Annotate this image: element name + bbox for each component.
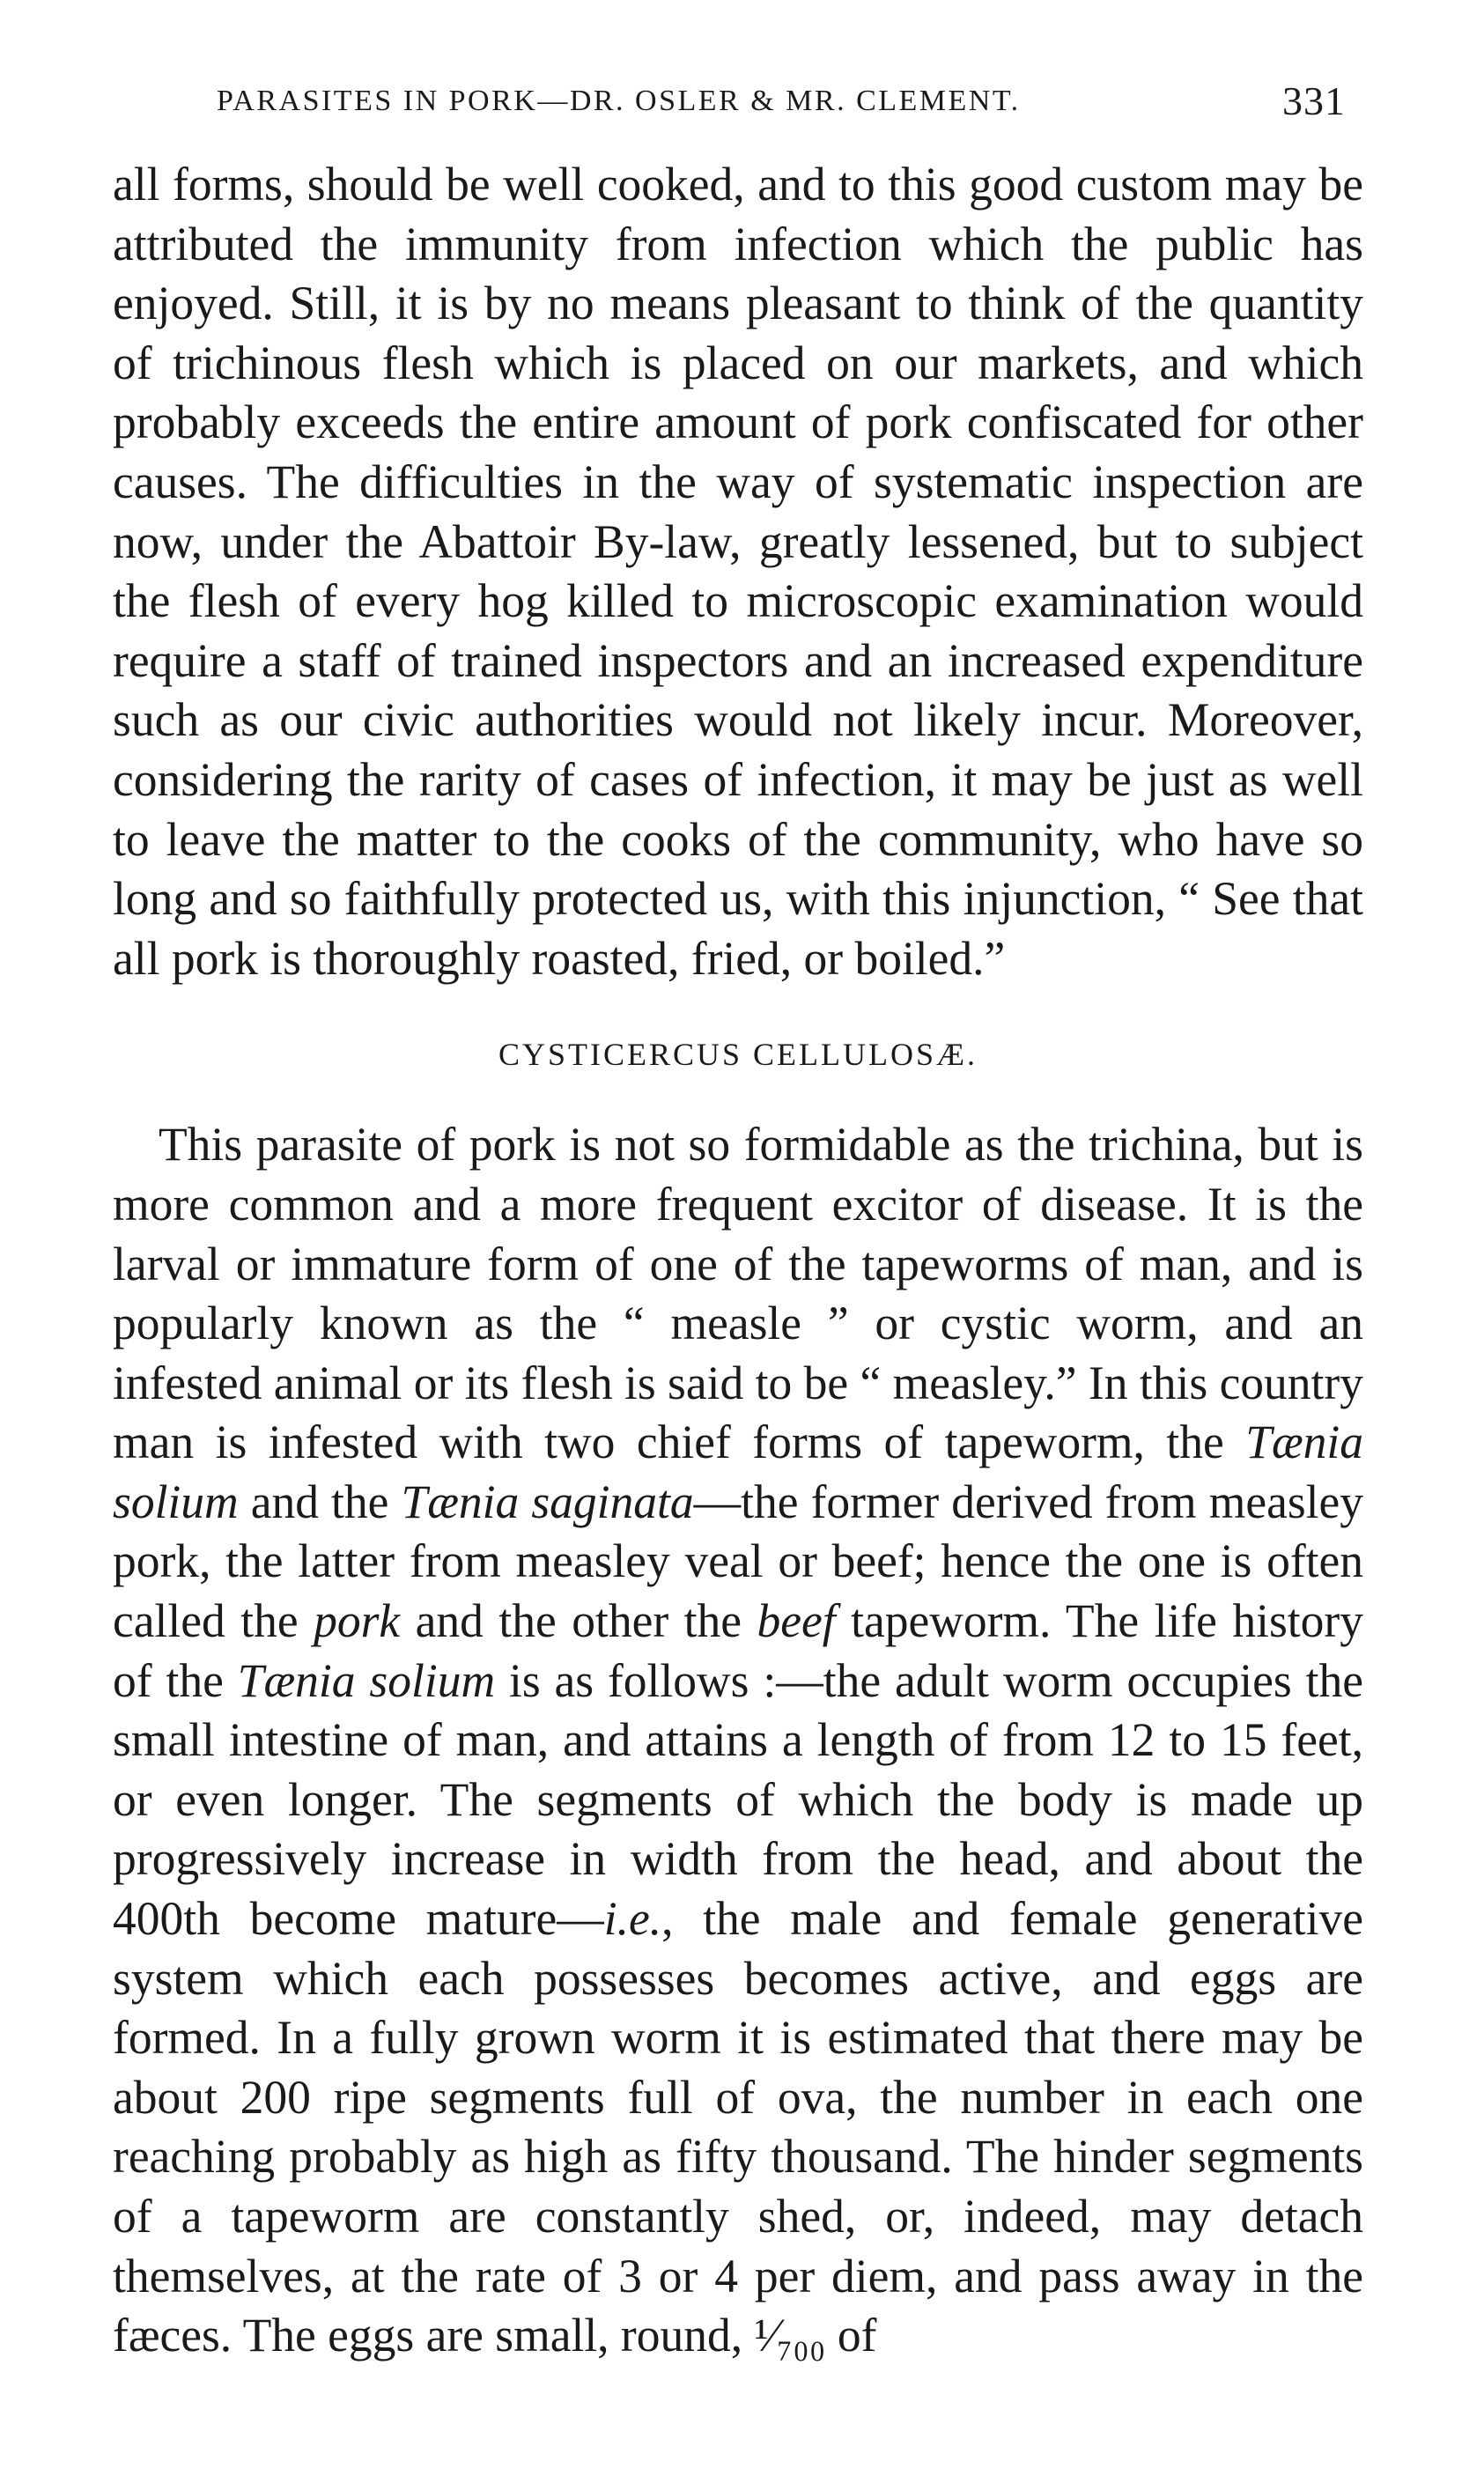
book-page (113, 72, 1363, 2366)
text-run: and the (238, 1475, 402, 1528)
paragraph-cysticercus (113, 1115, 1363, 2365)
running-header (113, 72, 1363, 134)
italic-term: Tænia solium (237, 1653, 496, 1707)
text-run: , the male and female generative system which each possesses becomes active, and eggs are formed. In a fully grown worm it is estimated that there may be about 200 ripe segments full of ova, the number in each one reaching probably as high as fifty thousand. The hinder segments of a tapeworm are constantly shed, or, indeed, may detach themselves, at the rate of 3 or 4 per diem, and pass away in the fæces. The eggs are small, round, (113, 1892, 1363, 2362)
page-number: 331 (1282, 78, 1346, 123)
italic-term: Tænia saginata (401, 1475, 694, 1528)
text-run: and the other the (400, 1594, 757, 1648)
paragraph-trichina-conclusion: all forms, should be well cooked, and to this good custom may be attributed the immunity from infection which the public has enjoyed. Still, it is by no means pleasant to think of the quantity of trichinous flesh which is placed on our markets, and which probably exceeds the entire amount of pork confiscated for other causes. The difficulties in the way of systematic inspection are now, under the Abattoir By-law, greatly lessened, but to subject the flesh of every hog killed to microscopic examination would require a staff of trained inspectors and an increased expenditure such as our civic authorities would not likely incur. Moreover, considering the rarity of cases of infection, it may be just as well to leave the matter to the cooks of the community, who have so long and so faithfully protected us, with this injunction, “ See that all pork is thoroughly roasted, fried, or boiled.” (113, 158, 1363, 985)
fraction: ¹⁄₇₀₀ (754, 2309, 826, 2362)
italic-term: beef (757, 1594, 836, 1648)
italic-term: pork (314, 1594, 401, 1648)
italic-term: Tænia solium (113, 1416, 1363, 1528)
text-run: This parasite of pork is not so formidable as the trichina, but is more common and a more frequent excitor of disease. It is the larval or immature form of one of the tapeworms of man, and is popularly known as the “ measle ” or cystic worm, and an infested animal or its flesh is said to be “ measley.” In this country man is infested with two chief forms of tapeworm, the (113, 1118, 1363, 1469)
text-run: —the former derived from measley pork, the latter from measley veal or beef; hence the one is often called the (113, 1475, 1364, 1648)
running-title: PARASITES IN PORK—DR. OSLER & MR. CLEMENT. (217, 85, 1021, 117)
text-run: of (825, 2309, 877, 2362)
italic-term: i.e. (603, 1892, 662, 1946)
section-heading: CYSTICERCUS CELLULOSÆ. (498, 1037, 978, 1073)
text-run: is as follows :—the adult worm occupies the small intestine of man, and attains a length of from 12 to 15 feet, or even longer. The segments of which the body is made up progressively increase in width from the head, and about the 400th become mature— (113, 1653, 1363, 1946)
text-run: tapeworm. The life history of the (113, 1594, 1363, 1707)
